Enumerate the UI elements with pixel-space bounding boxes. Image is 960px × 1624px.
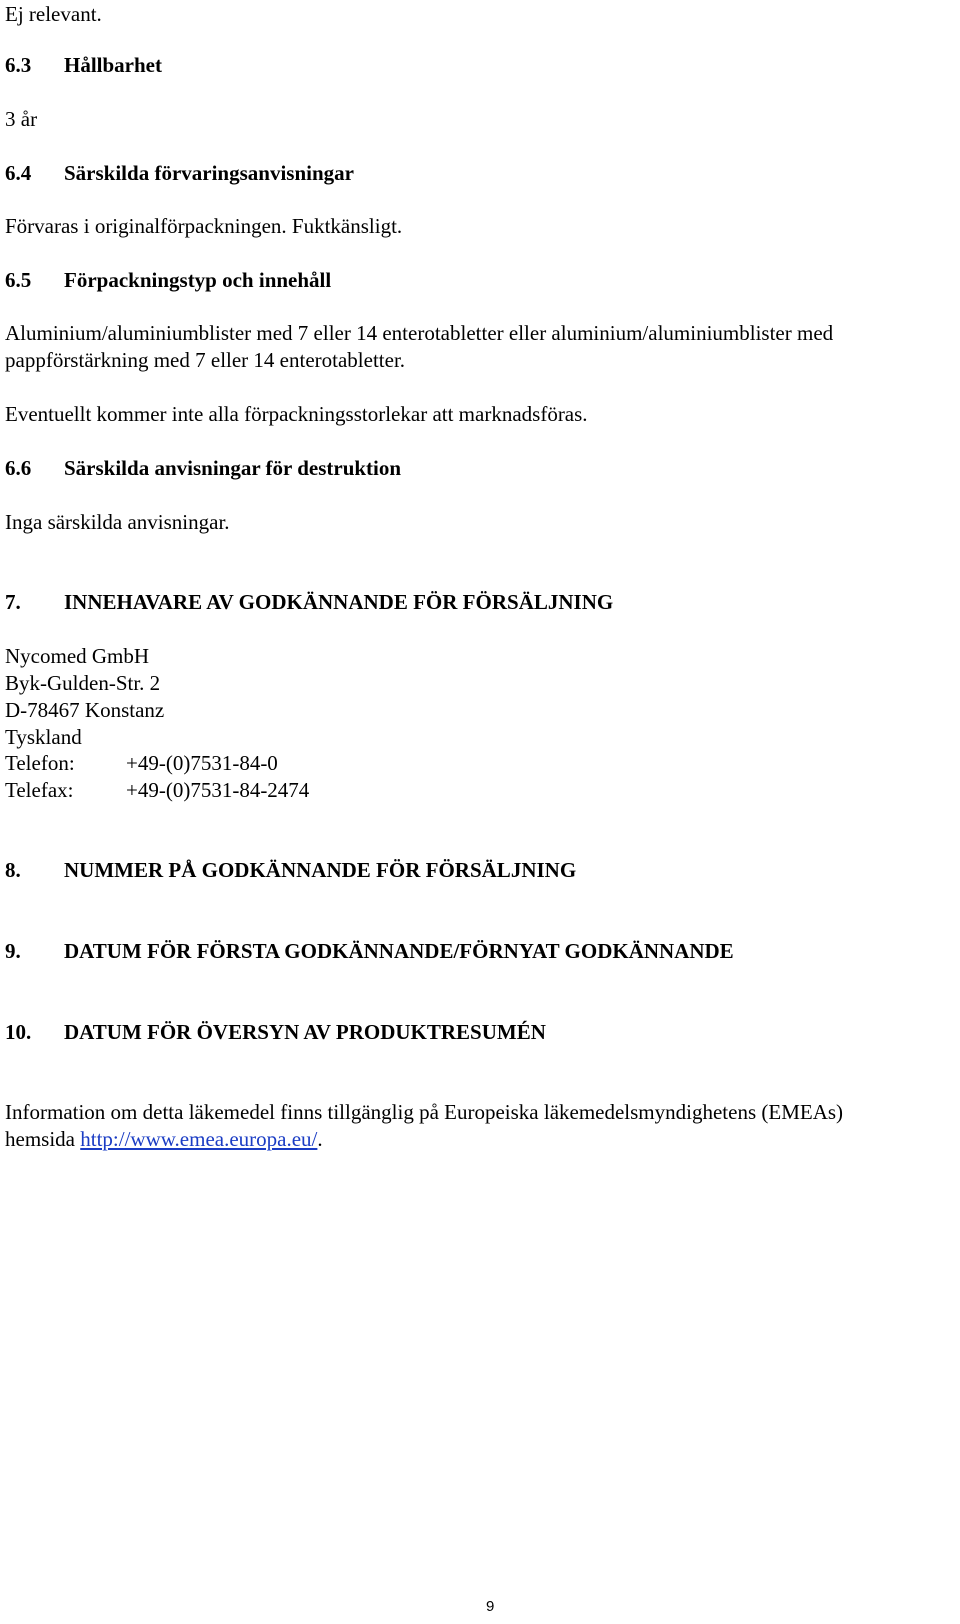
heading-number: 9. xyxy=(5,939,21,963)
heading-number: 6.3 xyxy=(5,53,32,77)
text-storage: Förvaras i originalförpackningen. Fuktkänsligt. xyxy=(5,214,403,238)
heading-8 xyxy=(5,857,576,884)
heading-title: Förpackningstyp och innehåll xyxy=(64,268,332,292)
phone-label: Telefon: xyxy=(5,751,75,775)
heading-7 xyxy=(5,589,613,616)
text-street: Byk-Gulden-Str. 2 xyxy=(5,671,161,695)
fax-label: Telefax: xyxy=(5,778,74,802)
heading-title: DATUM FÖR FÖRSTA GODKÄNNANDE/FÖRNYAT GODKÄNNANDE xyxy=(64,939,734,963)
heading-title: Särskilda anvisningar för destruktion xyxy=(64,456,402,480)
heading-title: DATUM FÖR ÖVERSYN AV PRODUKTRESUMÉN xyxy=(64,1020,546,1044)
heading-10 xyxy=(5,1019,546,1046)
text-package-line-2: pappförstärkning med 7 eller 14 enterotabletter. xyxy=(5,348,406,372)
heading-title: Hållbarhet xyxy=(64,53,162,77)
text-phone xyxy=(5,750,278,777)
text-country: Tyskland xyxy=(5,725,82,749)
text-package-line-1: Aluminium/aluminiumblister med 7 eller 14 enterotabletter eller aluminium/aluminiumblister med xyxy=(5,321,834,345)
text-disposal: Inga särskilda anvisningar. xyxy=(5,510,230,534)
heading-number: 6.4 xyxy=(5,161,32,185)
text-package-note: Eventuellt kommer inte alla förpackningsstorlekar att marknadsföras. xyxy=(5,402,588,426)
heading-6-5 xyxy=(5,267,331,294)
heading-number: 6.5 xyxy=(5,268,32,292)
text-shelf-life: 3 år xyxy=(5,107,38,131)
text-not-relevant: Ej relevant. xyxy=(5,2,102,26)
fax-value: +49-(0)7531-84-2474 xyxy=(126,778,310,802)
heading-title: Särskilda förvaringsanvisningar xyxy=(64,161,354,185)
info-suffix: . xyxy=(317,1127,323,1151)
heading-title: NUMMER PÅ GODKÄNNANDE FÖR FÖRSÄLJNING xyxy=(64,858,577,882)
heading-6-6 xyxy=(5,455,401,482)
heading-title: INNEHAVARE AV GODKÄNNANDE FÖR FÖRSÄLJNING xyxy=(64,590,614,614)
text-fax xyxy=(5,777,309,804)
heading-9 xyxy=(5,938,734,965)
heading-number: 7. xyxy=(5,590,21,614)
text-city: D-78467 Konstanz xyxy=(5,698,165,722)
heading-number: 10. xyxy=(5,1020,32,1044)
info-prefix: hemsida xyxy=(5,1127,81,1151)
emea-website-link[interactable]: http://www.emea.europa.eu/ xyxy=(80,1127,318,1151)
text-company: Nycomed GmbH xyxy=(5,644,150,668)
text-info-line-1: Information om detta läkemedel finns tillgänglig på Europeiska läkemedelsmyndighetens (EMEAs) xyxy=(5,1100,844,1124)
heading-number: 6.6 xyxy=(5,456,32,480)
heading-6-3 xyxy=(5,52,162,79)
heading-6-4 xyxy=(5,160,354,187)
heading-number: 8. xyxy=(5,858,21,882)
page-number: 9 xyxy=(486,1598,495,1615)
phone-value: +49-(0)7531-84-0 xyxy=(126,751,278,775)
text-info-line-2 xyxy=(5,1126,323,1153)
